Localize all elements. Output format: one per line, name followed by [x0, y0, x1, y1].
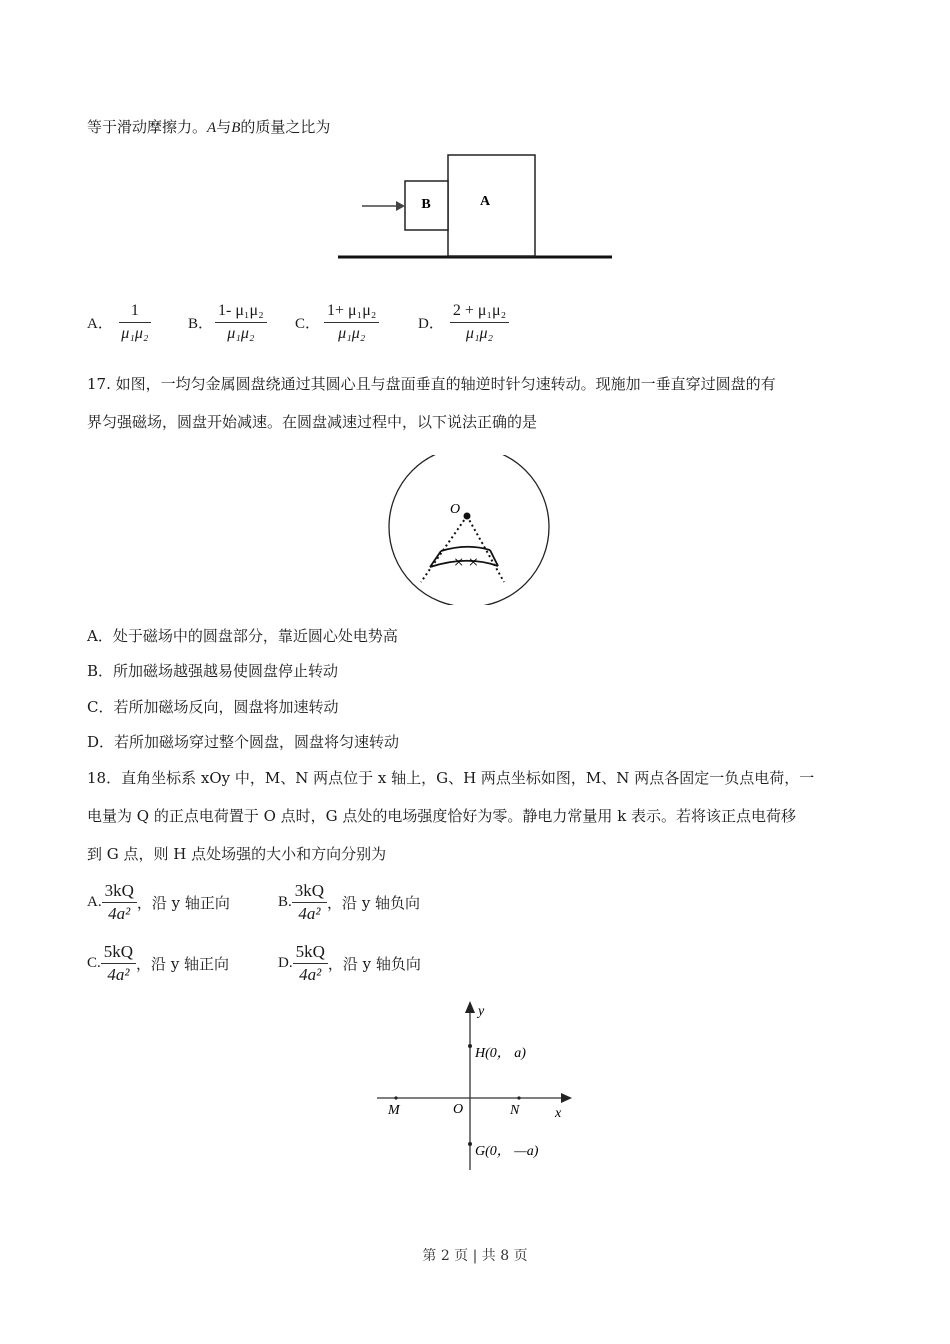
q18-option-c[interactable] [87, 939, 229, 987]
disk-circle [389, 455, 549, 605]
q17-stem-line1: 17. 如图，一均匀金属圆盘绕通过其圆心且与盘面垂直的轴逆时针匀速转动。现施加一垂直穿过圆盘的有 [87, 375, 776, 393]
block-a [448, 155, 535, 256]
denominator: μ₁μ₂ [465, 324, 494, 342]
q16-text: 与 [216, 118, 232, 136]
numerator: 1 [119, 302, 151, 323]
q17-stem-line2: 界匀强磁场，圆盘开始减速。在圆盘减速过程中，以下说法正确的是 [87, 413, 538, 431]
q17-disk-figure [380, 455, 560, 605]
numerator: 1+ μ₁μ₂ [324, 302, 379, 323]
y-axis-label: y [478, 1004, 485, 1019]
numerator: 3kQ [102, 882, 137, 903]
option-label: A. [87, 893, 102, 910]
origin-label: O [453, 1102, 464, 1117]
option-text: 处于磁场中的圆盘部分，靠近圆心处电势高 [112, 627, 398, 645]
y-axis-arrow-icon [465, 1001, 475, 1013]
q17-option-a[interactable] [87, 626, 398, 646]
option-label: D． [87, 733, 115, 751]
numerator: 2 + μ₁μ₂ [450, 302, 509, 323]
option-label: B． [188, 315, 214, 332]
denominator: 4a² [298, 903, 321, 923]
option-label: C． [295, 315, 321, 332]
q17-option-d[interactable] [87, 732, 399, 752]
q16-option-c[interactable] [295, 296, 379, 348]
point-g-label: G(0， —a) [475, 1144, 539, 1159]
sector-boundary-left [421, 516, 467, 582]
option-text: 若所加磁场穿过整个圆盘，圆盘将匀速转动 [114, 733, 400, 751]
denominator: μ₁μ₂ [338, 324, 366, 342]
numerator: 5kQ [101, 943, 136, 964]
denominator: 4a² [299, 964, 322, 984]
option-label: D． [418, 315, 444, 332]
block-a-label: A [479, 194, 491, 209]
center-label: O [450, 502, 461, 517]
q17-option-c[interactable] [87, 697, 339, 717]
q18-option-d[interactable] [278, 939, 421, 987]
numerator: 5kQ [293, 943, 328, 964]
option-text: ，沿 y 轴负向 [327, 893, 421, 912]
x-axis-label: x [555, 1106, 562, 1121]
var-b: B [231, 120, 241, 136]
option-label: A． [87, 627, 113, 645]
magnetic-field-into-page-icon: × × [453, 552, 479, 572]
denominator: 4a² [107, 964, 130, 984]
option-text: 所加磁场越强越易使圆盘停止转动 [113, 662, 339, 680]
option-text: ，沿 y 轴正向 [136, 893, 230, 912]
var-a: A [207, 120, 217, 136]
q18-stem-line3: 到 G 点，则 H 点处场强的大小和方向分别为 [87, 845, 387, 863]
option-label: C． [87, 698, 114, 716]
numerator: 3kQ [292, 882, 327, 903]
option-text: 若所加磁场反向，圆盘将加速转动 [113, 698, 339, 716]
block-b-label: B [421, 197, 431, 212]
point-m-label: M [388, 1103, 400, 1118]
q18-stem-line2: 电量为 Q 的正点电荷置于 O 点时，G 点处的电场强度恰好为零。静电力常量用 k 表示。若将该正点电荷移 [87, 807, 797, 825]
q16-options [87, 296, 547, 348]
q18-stem-line1: 18．直角坐标系 xOy 中，M、N 两点位于 x 轴上，G、H 两点坐标如图，M、N 两点各固定一负点电荷，一 [87, 769, 815, 787]
q16-stem-tail [87, 117, 330, 138]
option-label: C. [87, 954, 101, 971]
option-text: ，沿 y 轴负向 [327, 954, 421, 973]
denominator: μ₁μ₂ [121, 324, 149, 342]
option-label: D. [278, 954, 293, 971]
q16-text: 的质量之比为 [240, 118, 331, 136]
page-footer: 第 2 页 | 共 8 页 [422, 1248, 528, 1264]
q16-text: 等于滑动摩擦力。 [87, 118, 208, 136]
q18-coordinate-figure [365, 995, 575, 1180]
q18-option-b[interactable] [278, 878, 420, 926]
denominator: 4a² [108, 903, 131, 923]
point-h-label: H(0， a) [475, 1046, 526, 1061]
q18-option-a[interactable] [87, 878, 230, 926]
numerator: 1- μ₁μ₂ [215, 302, 267, 323]
option-label: B． [87, 662, 114, 680]
q16-blocks-figure [330, 145, 630, 270]
q16-option-d[interactable] [418, 296, 509, 348]
option-label: A． [87, 315, 113, 332]
q16-option-b[interactable] [188, 296, 267, 348]
q17-option-b[interactable] [87, 661, 338, 681]
denominator: μ₁μ₂ [227, 324, 255, 342]
x-axis-arrow-icon [561, 1093, 572, 1103]
option-text: ，沿 y 轴正向 [136, 954, 230, 973]
q16-option-a[interactable] [87, 296, 151, 348]
option-label: B. [278, 893, 292, 910]
point-n-label: N [510, 1103, 520, 1118]
